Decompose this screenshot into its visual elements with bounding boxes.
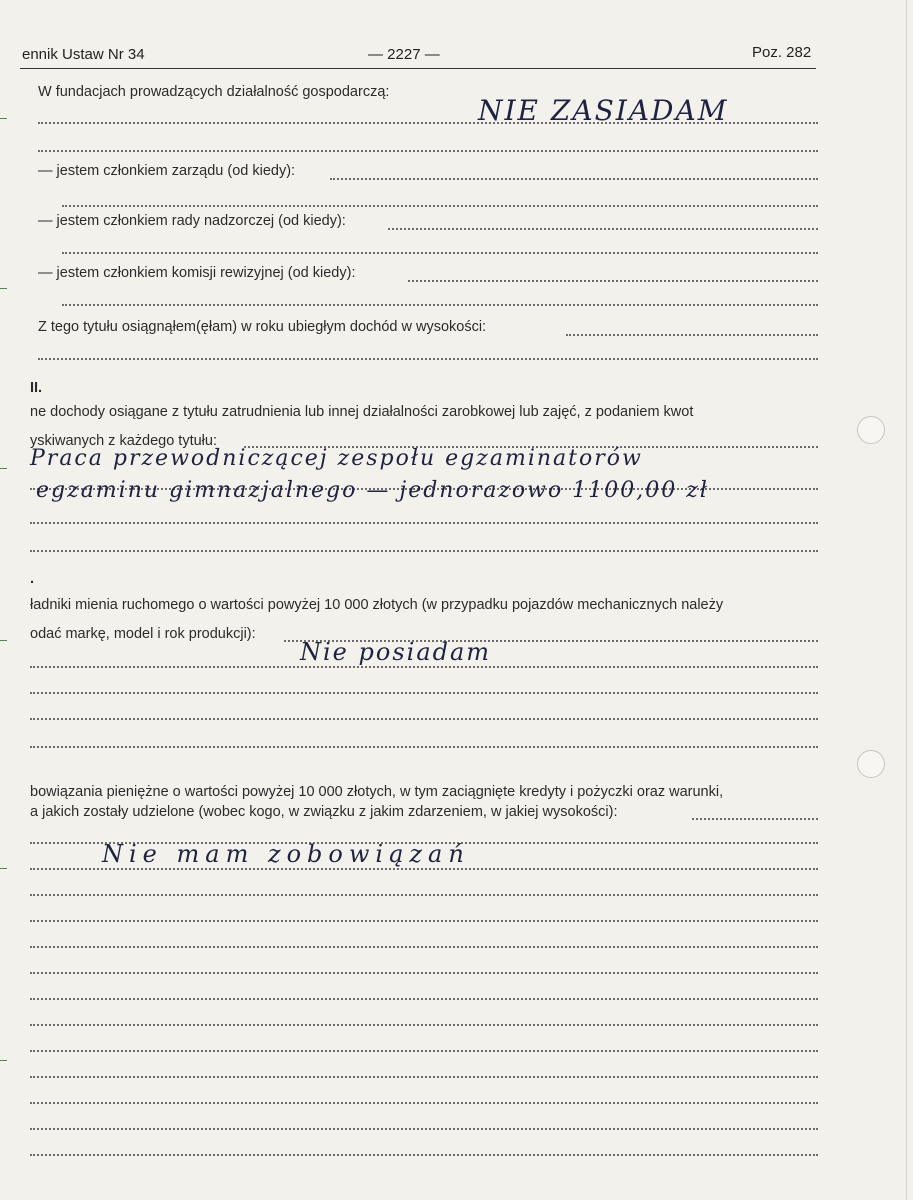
page-number: — 2227 —: [368, 46, 440, 63]
answer-line: [30, 998, 818, 1000]
answer-line: [692, 818, 818, 820]
section-number: II.: [30, 380, 43, 396]
employment-question-line1: ne dochody osiągane z tytułu zatrudnienia lub innej działalności zarobkowej lub zajęć, z podaniem kwot: [30, 404, 694, 420]
answer-line: [30, 972, 818, 974]
income-label: Z tego tytułu osiągnąłem(ęłam) w roku ubiegłym dochód w wysokości:: [38, 319, 487, 335]
answer-line: [30, 718, 818, 720]
position-number: Poz. 282: [752, 44, 812, 61]
answer-line: [62, 304, 818, 306]
margin-tick: [0, 118, 7, 119]
answer-line: [566, 334, 818, 336]
employment-answer-line2: egzaminu gimnazjalnego — jednorazowo 1100,00 zł: [36, 478, 709, 503]
answer-line: [30, 1076, 818, 1078]
answer-line: [30, 692, 818, 694]
board-member-label: — jestem członkiem zarządu (od kiedy):: [38, 163, 296, 179]
movable-answer: Nie posiadam: [300, 638, 492, 666]
answer-line: [408, 280, 818, 282]
answer-line: [30, 920, 818, 922]
header-rule: [20, 68, 816, 69]
liabilities-answer: Nie mam zobowiązań: [102, 840, 470, 868]
answer-line: [38, 150, 818, 152]
answer-line: [30, 1024, 818, 1026]
page-edge: [906, 0, 907, 1200]
answer-line: [30, 522, 818, 524]
answer-line: [30, 868, 818, 870]
employment-answer-line1: Praca przewodniczącej zespołu egzaminatorów: [30, 446, 643, 471]
answer-line: [388, 228, 818, 230]
margin-tick: [0, 868, 7, 869]
margin-tick: [0, 288, 7, 289]
answer-line: [62, 252, 818, 254]
answer-line: [62, 205, 818, 207]
section-number: .: [30, 571, 35, 587]
answer-line: [30, 1128, 818, 1130]
answer-line: [30, 894, 818, 896]
answer-line: [30, 1154, 818, 1156]
margin-tick: [0, 640, 7, 641]
answer-line: [30, 1102, 818, 1104]
audit-member-label: — jestem członkiem komisji rewizyjnej (od kiedy):: [38, 265, 356, 281]
punch-hole: [857, 416, 885, 444]
liabilities-question-line2: a jakich zostały udzielone (wobec kogo, w związku z jakim zdarzeniem, w jakiej wysokości):: [30, 804, 618, 820]
journal-title: ennik Ustaw Nr 34: [22, 46, 145, 63]
answer-line: [330, 178, 818, 180]
supervisory-member-label: — jestem członkiem rady nadzorczej (od kiedy):: [38, 213, 346, 229]
foundations-intro: W fundacjach prowadzących działalność gospodarczą:: [38, 84, 390, 100]
answer-line: [38, 122, 818, 124]
foundations-answer: NIE ZASIADAM: [478, 94, 729, 127]
answer-line: [30, 746, 818, 748]
answer-line: [38, 358, 818, 360]
answer-line: [30, 1050, 818, 1052]
answer-line: [30, 946, 818, 948]
employment-question-line2: yskiwanych z każdego tytułu:: [30, 433, 217, 449]
movable-question-line2: odać markę, model i rok produkcji):: [30, 626, 256, 642]
answer-line: [30, 666, 818, 668]
punch-hole: [857, 750, 885, 778]
answer-line: [30, 550, 818, 552]
movable-question-line1: ładniki mienia ruchomego o wartości powyżej 10 000 złotych (w przypadku pojazdów mechanicznych należy: [30, 597, 724, 613]
margin-tick: [0, 468, 7, 469]
margin-tick: [0, 1060, 7, 1061]
liabilities-question-line1: bowiązania pieniężne o wartości powyżej 10 000 złotych, w tym zaciągnięte kredyty i pożyczki oraz warunki,: [30, 784, 724, 800]
